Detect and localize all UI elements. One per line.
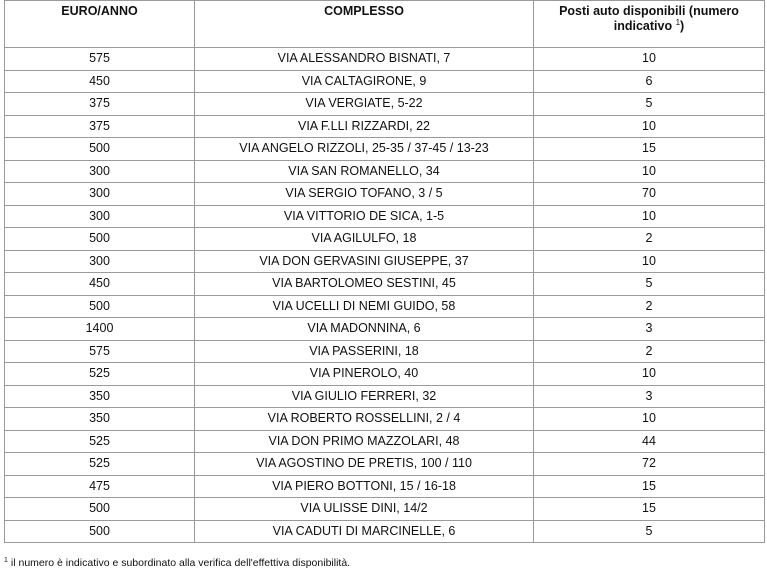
table-row bbox=[5, 475, 765, 498]
cell-spaces: 72 bbox=[534, 453, 765, 476]
cell-price: 375 bbox=[5, 115, 195, 138]
table-row bbox=[5, 295, 765, 318]
table-row bbox=[5, 363, 765, 386]
cell-spaces: 15 bbox=[534, 498, 765, 521]
cell-price: 575 bbox=[5, 48, 195, 71]
cell-complex: VIA DON PRIMO MAZZOLARI, 48 bbox=[195, 430, 534, 453]
cell-spaces: 15 bbox=[534, 475, 765, 498]
cell-complex: VIA MADONNINA, 6 bbox=[195, 318, 534, 341]
table-row bbox=[5, 430, 765, 453]
table-row bbox=[5, 408, 765, 431]
table-row bbox=[5, 228, 765, 251]
cell-spaces: 10 bbox=[534, 250, 765, 273]
footnote-text: il numero è indicativo e subordinato alla verifica dell'effettiva disponibilità. bbox=[10, 557, 351, 569]
table-header-row bbox=[5, 1, 765, 48]
cell-spaces: 10 bbox=[534, 205, 765, 228]
table-row bbox=[5, 318, 765, 341]
cell-complex: VIA PIERO BOTTONI, 15 / 16-18 bbox=[195, 475, 534, 498]
cell-complex: VIA ROBERTO ROSSELLINI, 2 / 4 bbox=[195, 408, 534, 431]
header-footnote-ref: 1 bbox=[675, 17, 681, 27]
cell-spaces: 10 bbox=[534, 408, 765, 431]
cell-price: 500 bbox=[5, 138, 195, 161]
cell-price: 500 bbox=[5, 520, 195, 543]
table-row bbox=[5, 48, 765, 71]
cell-complex: VIA AGOSTINO DE PRETIS, 100 / 110 bbox=[195, 453, 534, 476]
footnote bbox=[4, 557, 350, 569]
table-row bbox=[5, 273, 765, 296]
table-body bbox=[5, 48, 765, 543]
cell-price: 300 bbox=[5, 160, 195, 183]
cell-complex: VIA VITTORIO DE SICA, 1-5 bbox=[195, 205, 534, 228]
cell-price: 450 bbox=[5, 70, 195, 93]
table-row bbox=[5, 340, 765, 363]
cell-price: 525 bbox=[5, 363, 195, 386]
table-row bbox=[5, 520, 765, 543]
cell-complex: VIA VERGIATE, 5-22 bbox=[195, 93, 534, 116]
cell-spaces: 5 bbox=[534, 273, 765, 296]
table-row bbox=[5, 205, 765, 228]
cell-price: 350 bbox=[5, 385, 195, 408]
cell-spaces: 10 bbox=[534, 48, 765, 71]
cell-complex: VIA CALTAGIRONE, 9 bbox=[195, 70, 534, 93]
cell-price: 475 bbox=[5, 475, 195, 498]
cell-complex: VIA BARTOLOMEO SESTINI, 45 bbox=[195, 273, 534, 296]
cell-complex: VIA CADUTI DI MARCINELLE, 6 bbox=[195, 520, 534, 543]
cell-complex: VIA SAN ROMANELLO, 34 bbox=[195, 160, 534, 183]
cell-complex: VIA UCELLI DI NEMI GUIDO, 58 bbox=[195, 295, 534, 318]
table-row bbox=[5, 250, 765, 273]
cell-price: 450 bbox=[5, 273, 195, 296]
cell-complex: VIA PASSERINI, 18 bbox=[195, 340, 534, 363]
cell-price: 350 bbox=[5, 408, 195, 431]
cell-spaces: 5 bbox=[534, 93, 765, 116]
cell-price: 500 bbox=[5, 228, 195, 251]
cell-spaces: 44 bbox=[534, 430, 765, 453]
cell-complex: VIA ALESSANDRO BISNATI, 7 bbox=[195, 48, 534, 71]
cell-price: 500 bbox=[5, 295, 195, 318]
table-row bbox=[5, 93, 765, 116]
cell-complex: VIA ULISSE DINI, 14/2 bbox=[195, 498, 534, 521]
cell-complex: VIA GIULIO FERRERI, 32 bbox=[195, 385, 534, 408]
cell-spaces: 2 bbox=[534, 295, 765, 318]
cell-spaces: 3 bbox=[534, 385, 765, 408]
header-price: EURO/ANNO bbox=[5, 1, 195, 48]
table-row bbox=[5, 115, 765, 138]
cell-complex: VIA PINEROLO, 40 bbox=[195, 363, 534, 386]
cell-price: 300 bbox=[5, 205, 195, 228]
cell-price: 300 bbox=[5, 183, 195, 206]
footnote-ref: 1 bbox=[4, 556, 8, 564]
cell-complex: VIA F.LLI RIZZARDI, 22 bbox=[195, 115, 534, 138]
cell-complex: VIA SERGIO TOFANO, 3 / 5 bbox=[195, 183, 534, 206]
cell-complex: VIA AGILULFO, 18 bbox=[195, 228, 534, 251]
cell-spaces: 2 bbox=[534, 340, 765, 363]
table-row bbox=[5, 498, 765, 521]
cell-price: 375 bbox=[5, 93, 195, 116]
table-row bbox=[5, 453, 765, 476]
cell-spaces: 10 bbox=[534, 363, 765, 386]
cell-price: 500 bbox=[5, 498, 195, 521]
header-complex: COMPLESSO bbox=[195, 1, 534, 48]
cell-price: 525 bbox=[5, 453, 195, 476]
cell-spaces: 15 bbox=[534, 138, 765, 161]
table-row bbox=[5, 183, 765, 206]
cell-price: 1400 bbox=[5, 318, 195, 341]
cell-spaces: 3 bbox=[534, 318, 765, 341]
cell-spaces: 5 bbox=[534, 520, 765, 543]
table-row bbox=[5, 138, 765, 161]
cell-complex: VIA DON GERVASINI GIUSEPPE, 37 bbox=[195, 250, 534, 273]
table-row bbox=[5, 385, 765, 408]
cell-spaces: 2 bbox=[534, 228, 765, 251]
parking-price-table bbox=[4, 0, 765, 543]
header-spaces-text: Posti auto disponibili (numero indicativo bbox=[559, 4, 739, 33]
table-row bbox=[5, 160, 765, 183]
cell-spaces: 10 bbox=[534, 115, 765, 138]
cell-price: 575 bbox=[5, 340, 195, 363]
cell-spaces: 6 bbox=[534, 70, 765, 93]
cell-complex: VIA ANGELO RIZZOLI, 25-35 / 37-45 / 13-23 bbox=[195, 138, 534, 161]
header-spaces-close: ) bbox=[680, 19, 685, 33]
cell-price: 525 bbox=[5, 430, 195, 453]
cell-spaces: 10 bbox=[534, 160, 765, 183]
cell-spaces: 70 bbox=[534, 183, 765, 206]
header-spaces bbox=[534, 1, 765, 48]
table-row bbox=[5, 70, 765, 93]
cell-price: 300 bbox=[5, 250, 195, 273]
